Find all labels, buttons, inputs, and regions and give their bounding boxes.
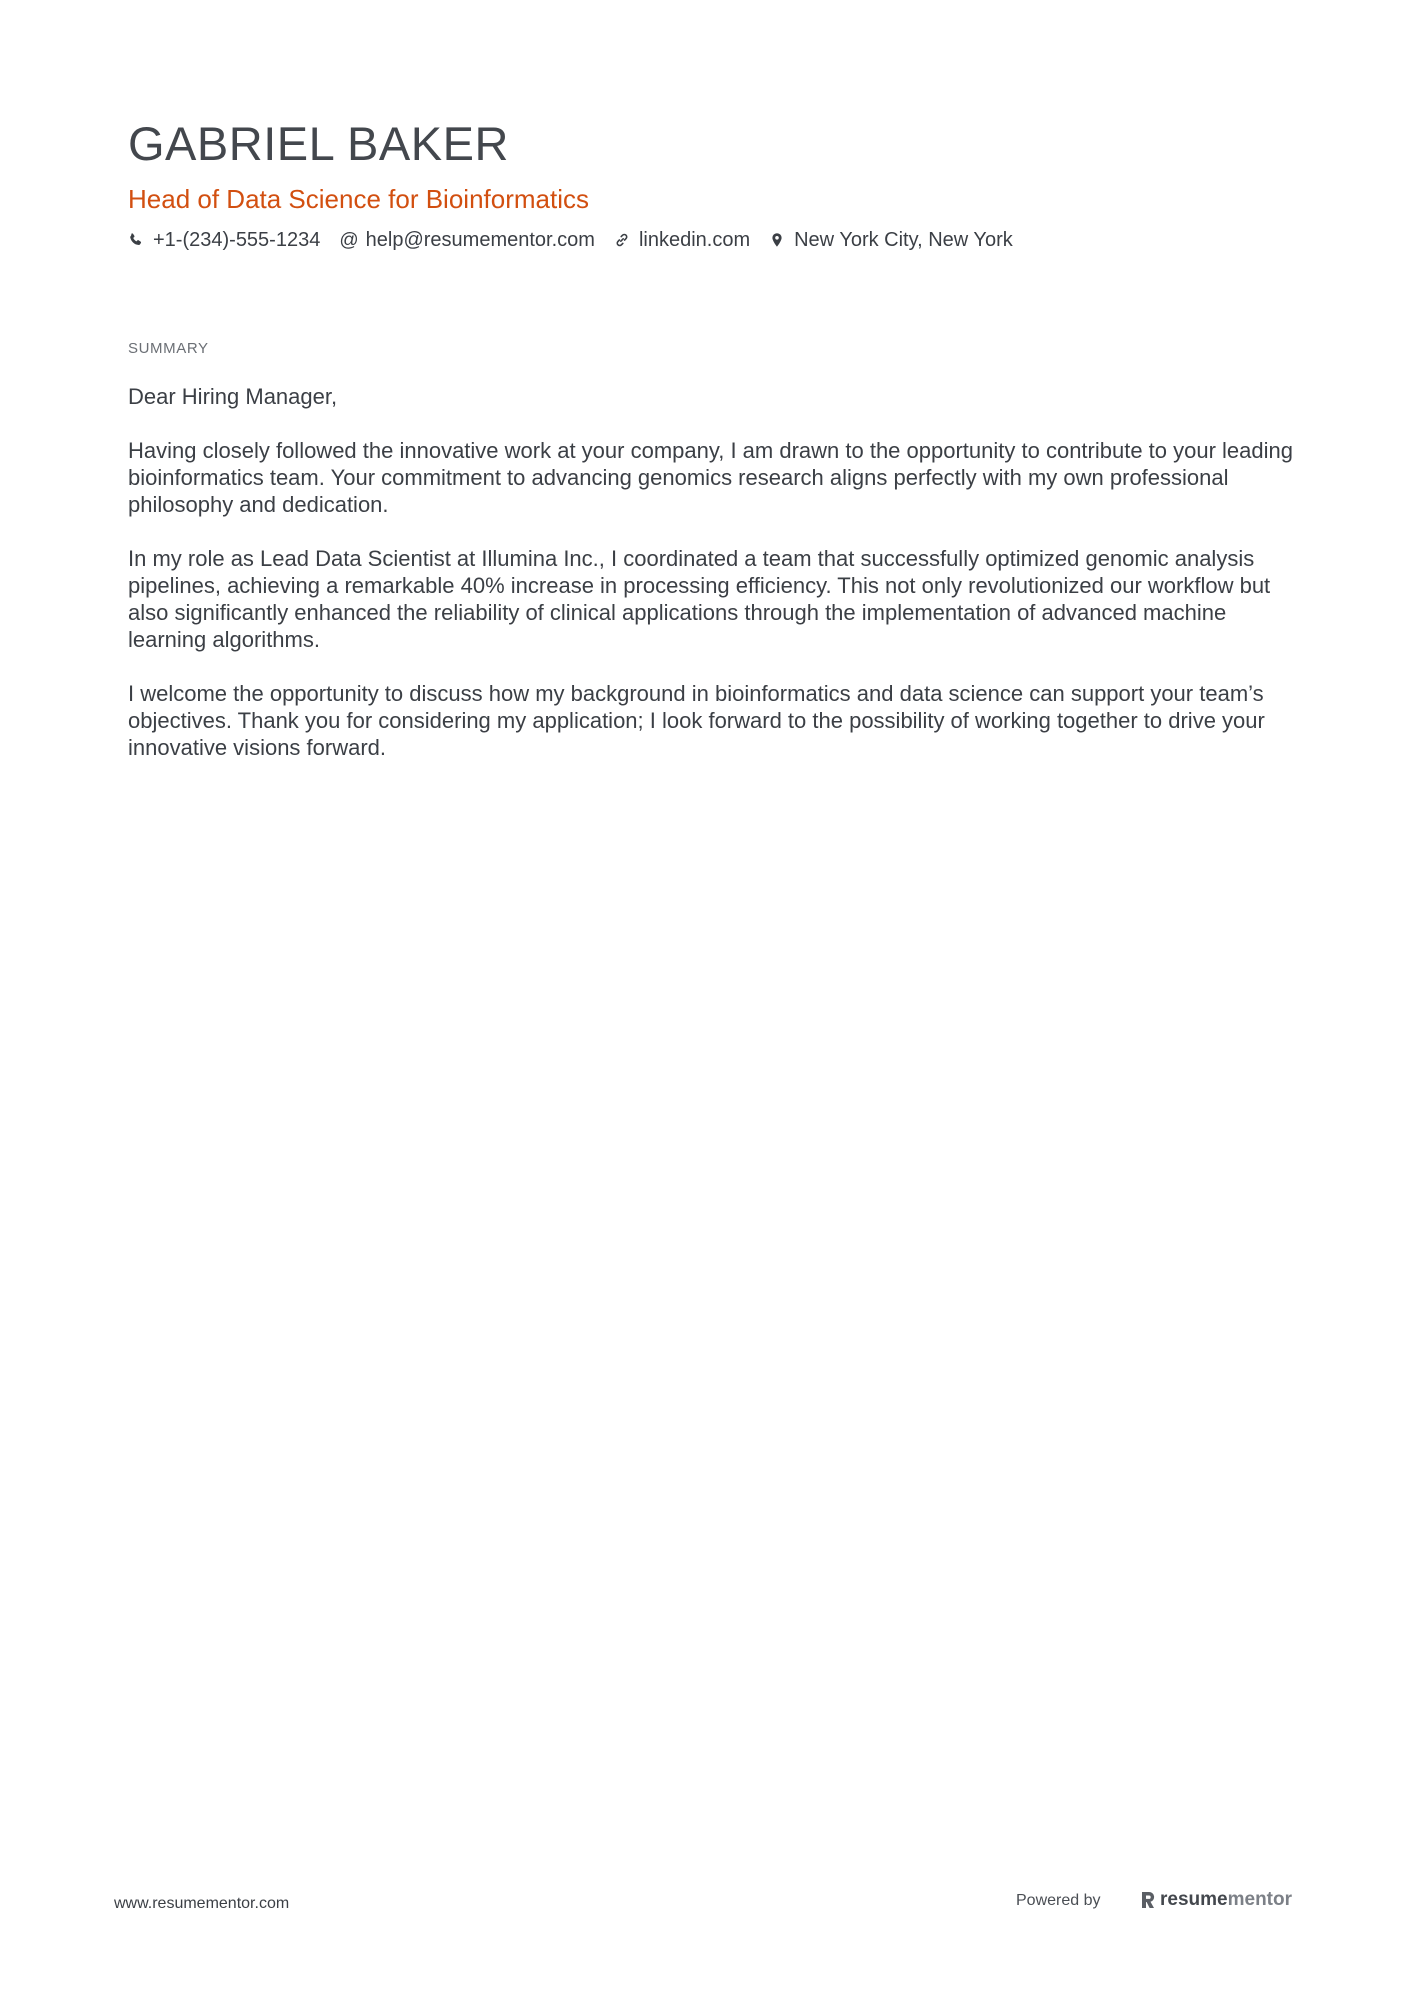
contact-email xyxy=(339,226,595,254)
summary-heading: SUMMARY xyxy=(128,340,209,357)
location-pin-icon xyxy=(769,232,785,248)
brand-logo[interactable] xyxy=(1140,1887,1292,1913)
salutation: Dear Hiring Manager, xyxy=(128,384,338,409)
paragraph-closing: I welcome the opportunity to discuss how my background in bioinformatics and data science can support your team’s objectives. Thank you for considering my application; I look forward to the possibility of working together to drive your innovative visions forward. xyxy=(128,681,1265,760)
letter-body xyxy=(128,383,1298,788)
brand-text-mentor: mentor xyxy=(1227,1889,1293,1910)
resumementor-logo-icon xyxy=(1140,1890,1156,1910)
link-icon xyxy=(614,232,630,248)
at-icon: @ xyxy=(339,229,359,251)
contact-linkedin xyxy=(614,226,750,254)
powered-by-label: Powered by xyxy=(1016,1892,1101,1909)
candidate-name: GABRIEL BAKER xyxy=(128,117,509,170)
contact-linkedin-text[interactable]: linkedin.com xyxy=(638,229,751,251)
footer-website-link[interactable]: www.resumementor.com xyxy=(114,1895,290,1912)
contact-email-text[interactable]: help@resumementor.com xyxy=(365,229,595,251)
contact-location-text: New York City, New York xyxy=(794,229,1013,251)
contact-location xyxy=(769,226,1013,254)
brand-text-resume: resume xyxy=(1160,1889,1228,1910)
paragraph-experience: In my role as Lead Data Scientist at Illumina Inc., I coordinated a team that successfully optimized genomic analysis pipelines, achieving a remarkable 40% increase in processing efficiency. This not only revolutionized our workflow but also significantly enhanced the reliability of clinical applications through the implementation of advanced machine learning algorithms. xyxy=(128,546,1271,652)
job-title: Head of Data Science for Bioinformatics xyxy=(128,184,589,214)
contact-phone-text[interactable]: +1-(234)-555-1234 xyxy=(153,229,321,251)
contact-phone xyxy=(128,226,320,254)
contact-bar xyxy=(128,226,1032,254)
phone-icon xyxy=(128,232,144,248)
paragraph-intro: Having closely followed the innovative work at your company, I am drawn to the opportunity to contribute to your leading bioinformatics team. Your commitment to advancing genomics research aligns perfectly with my own professional philosophy and dedication. xyxy=(128,438,1294,517)
